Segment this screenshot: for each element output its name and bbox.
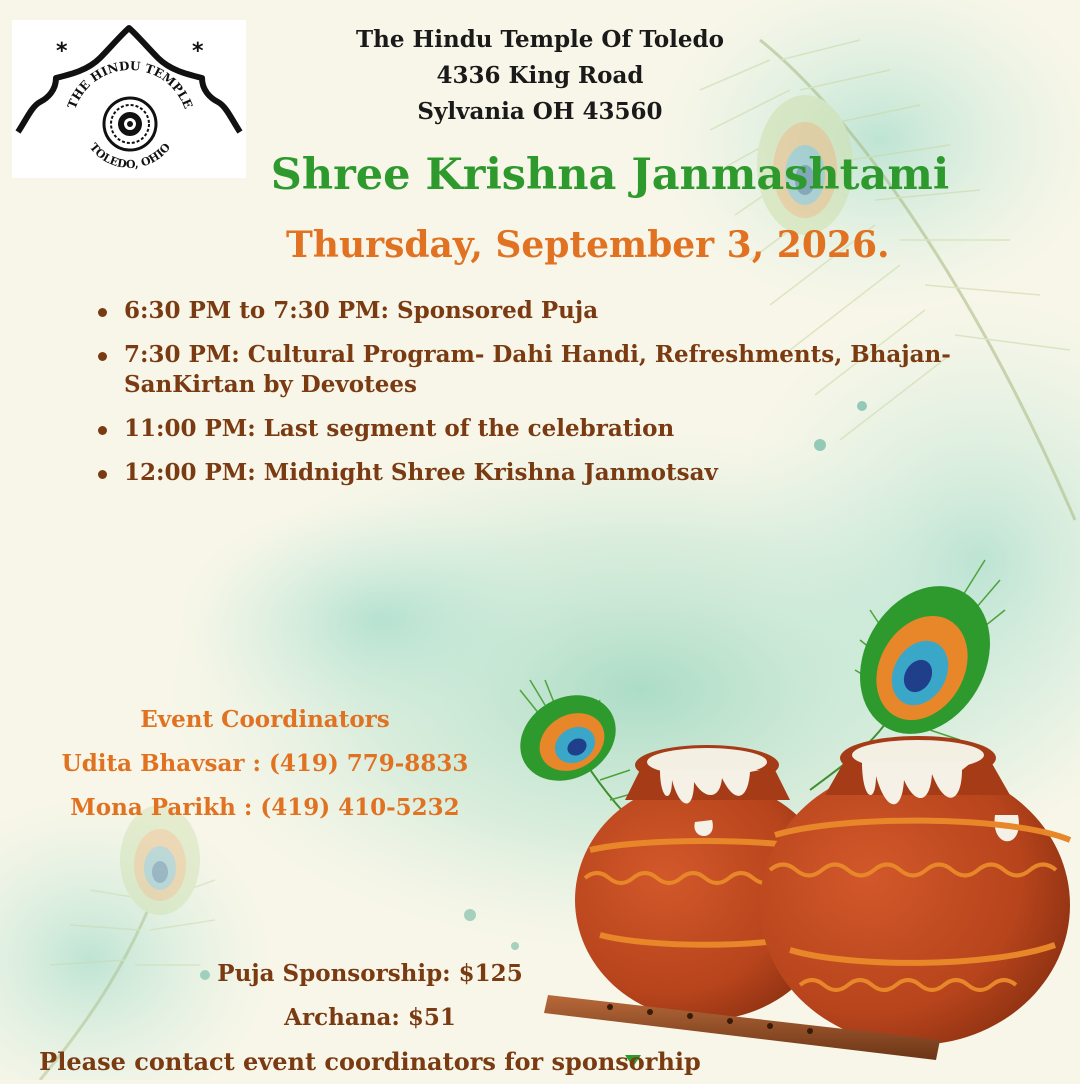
sponsorship-note: Please contact event coordinators for sponsorhip — [39, 1047, 701, 1076]
coordinators-heading: Event Coordinators — [140, 706, 390, 733]
temple-name: The Hindu Temple Of Toledo — [356, 26, 724, 53]
archana-price: Archana: $51 — [284, 1004, 456, 1031]
svg-text:*: * — [192, 39, 204, 64]
coordinator-contact: Udita Bhavsar : (419) 779-8833 — [61, 750, 469, 777]
temple-arch-mandala-logo-icon — [12, 20, 246, 178]
svg-text:*: * — [56, 39, 68, 64]
temple-address — [330, 22, 750, 130]
schedule-item: 7:30 PM: Cultural Program- Dahi Handi, Refreshments, Bhajan-SanKirtan by Devotees — [92, 340, 952, 400]
logo-text-bottom: TOLEDO, OHIO — [86, 140, 174, 172]
event-title: Shree Krishna Janmashtami — [270, 150, 950, 200]
schedule-item: 12:00 PM: Midnight Shree Krishna Janmotsav — [92, 458, 952, 488]
logo-text-top: THE HINDU TEMPLE — [64, 58, 196, 111]
event-coordinators — [50, 698, 480, 830]
schedule-item: 6:30 PM to 7:30 PM: Sponsored Puja — [92, 296, 952, 326]
schedule-list — [92, 296, 952, 502]
coordinator-contact: Mona Parikh : (419) 410-5232 — [70, 794, 460, 821]
svg-text:TOLEDO, OHIO — [87, 140, 173, 171]
city-state-zip: Sylvania OH 43560 — [417, 98, 663, 125]
street-address: 4336 King Road — [436, 62, 644, 89]
puja-sponsorship: Puja Sponsorship: $125 — [217, 960, 523, 987]
sponsorship-info — [0, 952, 740, 1084]
event-date: Thursday, September 3, 2026. — [286, 224, 890, 266]
schedule-item: 11:00 PM: Last segment of the celebration — [92, 414, 952, 444]
temple-logo — [12, 20, 246, 178]
